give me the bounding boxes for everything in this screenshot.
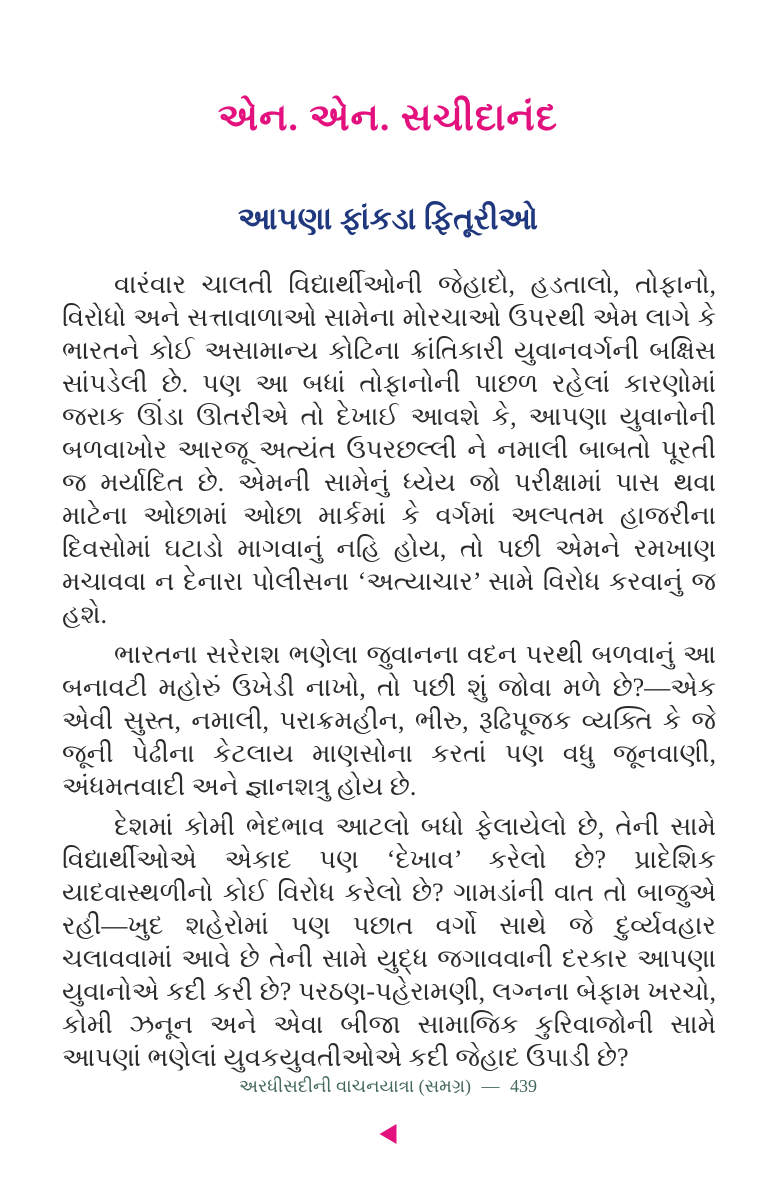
footer-book-title: અરધીસદીની વાચનયાત્રા (સમગ્ર) [238,1076,472,1096]
author-heading: એન. એન. સચીદાનંદ [218,97,558,139]
article-body [62,268,716,1074]
paragraph-1: વારંવાર ચાલતી વિદ્યાર્થીઓની જેહાદો, હડતાલો, તોફાનો, વિરોધો અને સત્તાવાળાઓ સામેના મોરચાઓ ઉપરથી એમ લાગે કે ભારતને કોઈ અસામાન્ય કોટિના ક્રાંતિકારી યુવાનવર્ગની બક્ષિસ સાંપડેલી છે. પણ આ બધાં તોફાનોની પાછળ રહેલાં કારણોમાં જરાક ઊંડા ઊતરીએ તો દેખાઈ આવશે કે, આપણા યુવાનોની બળવાખોર આરજૂ અત્યંત ઉપરછલ્લી ને નમાલી બાબતો પૂરતી જ મર્યાદિત છે. એમની સામેનું ધ્યેય જો પરીક્ષામાં પાસ થવા માટેના ઓછામાં ઓછા માર્કમાં કે વર્ગમાં અલ્પતમ હાજરીના દિવસોમાં ઘટાડો માગવાનું નહિ હોય, તો પછી એમને રમખાણ મચાવવા ન દેનારા પોલીસના ‘અત્યાચાર’ સામે વિરોધ કરવાનું જ હશે. [62,270,716,629]
article-title: આપણા ફાંકડા ફિતૂરીઓ [238,201,538,236]
footer-page-number: 439 [510,1076,538,1096]
paragraph-3: દેશમાં કોમી ભેદભાવ આટલો બધો ફેલાયેલો છે, તેની સામે વિદ્યાર્થીઓએ એકાદ પણ ‘દેખાવ’ કરેલો છે? પ્રાદેશિક યાદવાસ્થળીનો કોઈ વિરોધ કરેલો છે? ગામડાંની વાત તો બાજુએ રહી—ખુદ શહેરોમાં પણ પછાત વર્ગો સાથે જે દુર્વ્યવહાર ચલાવવામાં આવે છે તેની સામે યુદ્ધ જગાવવાની દરકાર આપણા યુવાનોએ કદી કરી છે? પરઠણ-પહેરામણી, લગ્નના બેફામ ખરચો, કોમી ઝનૂન અને એવા બીજા સામાજિક કુરિવાજોની સામે આપણાં ભણેલાં યુવકયુવતીઓએ કદી જેહાદ ઉપાડી છે? [62,812,716,1072]
paragraph-2: ભારતના સરેરાશ ભણેલા જુવાનના વદન પરથી બળવાનું આ બનાવટી મહોરું ઉખેડી નાખો, તો પછી શું જોવા મળે છે?—એક એવી સુસ્ત, નમાલી, પરાક્રમહીન, ભીરુ, રૂઢિપૂજક વ્યક્તિ કે જે જૂની પેઢીના કેટલાય માણસોના કરતાં પણ વધુ જૂનવાણી, અંધમતવાદી અને જ્ઞાનશત્રુ હોય છે. [62,640,716,801]
left-triangle-icon [380,1124,397,1144]
footer-separator: — [481,1076,500,1096]
page-footer [0,1074,776,1098]
